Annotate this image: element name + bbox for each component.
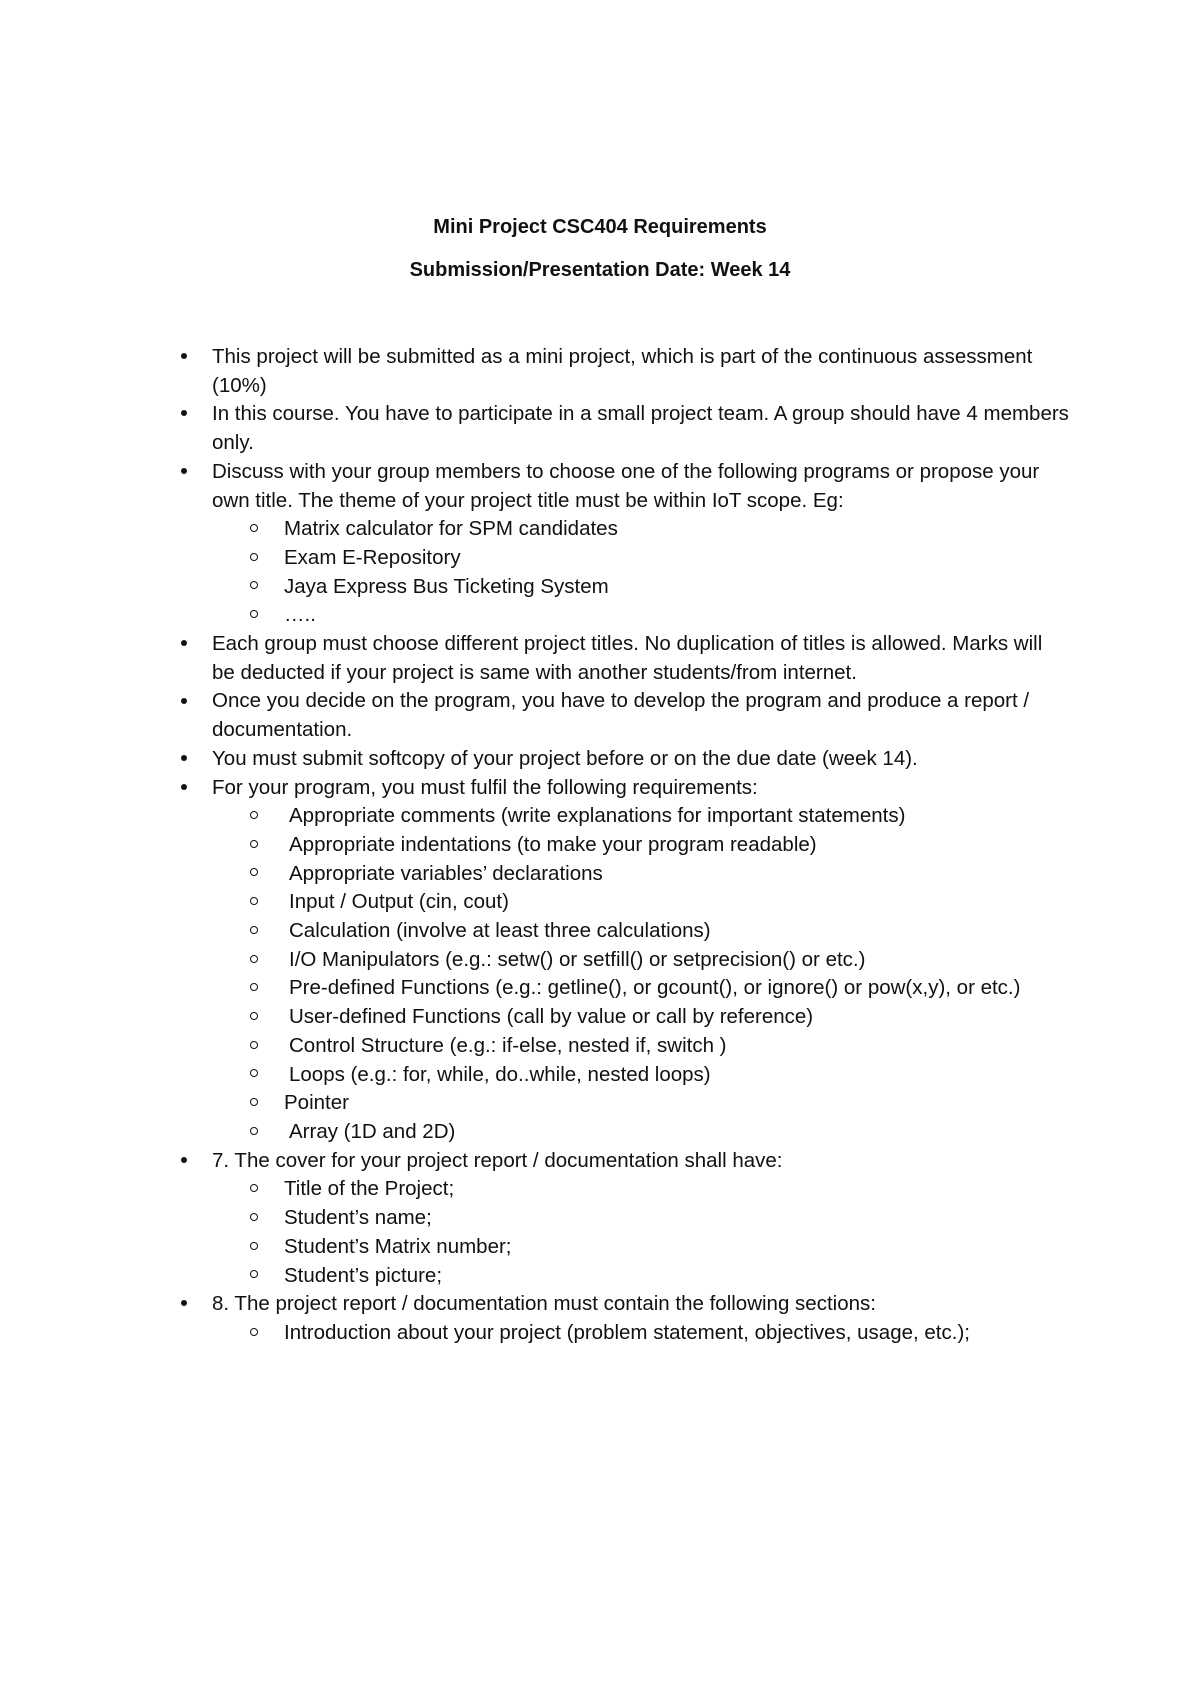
sub-list-item-text: Appropriate indentations (to make your program readable) xyxy=(289,832,817,856)
list-item-text: In this course. You have to participate in a small project team. A group should have 4 members only. xyxy=(212,402,1069,455)
list-item xyxy=(0,1147,1200,1176)
list-item xyxy=(0,630,1200,687)
sub-list-item-text: Matrix calculator for SPM candidates xyxy=(284,517,618,541)
sub-list-item-text: Calculation (involve at least three calculations) xyxy=(289,919,711,943)
sub-list-item xyxy=(0,515,1200,544)
sub-list-item xyxy=(0,573,1200,602)
circle-bullet-icon xyxy=(247,831,261,860)
sub-list-item xyxy=(0,601,1200,630)
circle-bullet-icon xyxy=(247,802,261,831)
circle-bullet-icon xyxy=(247,1175,261,1204)
sub-list-item-text: Student’s Matrix number; xyxy=(284,1234,512,1258)
sub-list-item xyxy=(0,1089,1200,1118)
circle-bullet-icon xyxy=(247,1118,261,1147)
bullet-icon xyxy=(177,343,191,372)
sub-list-item-text: Title of the Project; xyxy=(284,1177,455,1201)
list-item xyxy=(0,343,1200,400)
sub-list-item xyxy=(0,1061,1200,1090)
list-item-text: Once you decide on the program, you have to develop the program and produce a report / documentation. xyxy=(212,689,1030,742)
sub-list-item-text: Array (1D and 2D) xyxy=(289,1119,456,1143)
sub-list-item xyxy=(0,946,1200,975)
bullet-icon xyxy=(177,687,191,716)
bullet-icon xyxy=(177,630,191,659)
circle-bullet-icon xyxy=(247,1319,261,1348)
list-item-text: You must submit softcopy of your project before or on the due date (week 14). xyxy=(212,746,918,770)
list-item xyxy=(0,745,1200,774)
list-item-text: Discuss with your group members to choose one of the following programs or propose your own title. The theme of your project title must be within IoT scope. Eg: xyxy=(212,459,1040,512)
list-item-text: Each group must choose different project titles. No duplication of titles is allowed. Marks will be deducted if your project is same with another students/from internet. xyxy=(212,632,1043,684)
requirements-list xyxy=(0,343,1200,1348)
sub-list-item xyxy=(0,1233,1200,1262)
list-item-text: This project will be submitted as a mini project, which is part of the continuous assessment (10%) xyxy=(212,345,1033,397)
bullet-icon xyxy=(177,745,191,774)
circle-bullet-icon xyxy=(247,917,261,946)
sub-list-item xyxy=(0,917,1200,946)
list-item-text: 8. The project report / documentation must contain the following sections: xyxy=(212,1292,876,1316)
circle-bullet-icon xyxy=(247,860,261,889)
list-item xyxy=(0,1290,1200,1319)
sub-list-item-text: Appropriate comments (write explanations for important statements) xyxy=(289,804,906,828)
sub-list-item-text: Introduction about your project (problem statement, objectives, usage, etc.); xyxy=(284,1320,970,1344)
circle-bullet-icon xyxy=(247,946,261,975)
circle-bullet-icon xyxy=(247,1089,261,1118)
sub-list-item xyxy=(0,860,1200,889)
sub-list-item xyxy=(0,1319,1200,1348)
list-item xyxy=(0,458,1200,515)
circle-bullet-icon xyxy=(247,544,261,573)
document-title: Mini Project CSC404 Requirements xyxy=(433,216,767,238)
sub-list-item xyxy=(0,802,1200,831)
circle-bullet-icon xyxy=(247,1032,261,1061)
circle-bullet-icon xyxy=(247,1262,261,1291)
sub-list-item-text: Control Structure (e.g.: if-else, nested if, switch ) xyxy=(289,1033,727,1057)
bullet-icon xyxy=(177,774,191,803)
sub-list-item-text: Pre-defined Functions (e.g.: getline(), or gcount(), or ignore() or pow(x,y), or etc.) xyxy=(289,976,1021,1000)
circle-bullet-icon xyxy=(247,974,261,1003)
sub-list-item-text: Loops (e.g.: for, while, do..while, nested loops) xyxy=(289,1062,711,1086)
sub-list-item xyxy=(0,888,1200,917)
circle-bullet-icon xyxy=(247,888,261,917)
sub-list-item-text: Student’s picture; xyxy=(284,1263,443,1287)
circle-bullet-icon xyxy=(247,601,261,630)
sub-list-item-text: Student’s name; xyxy=(284,1206,432,1230)
sub-list-item-text: Input / Output (cin, cout) xyxy=(289,890,509,914)
sub-list-item xyxy=(0,1175,1200,1204)
circle-bullet-icon xyxy=(247,1204,261,1233)
document-subtitle: Submission/Presentation Date: Week 14 xyxy=(409,259,791,281)
circle-bullet-icon xyxy=(247,573,261,602)
bullet-icon xyxy=(177,400,191,429)
sub-list-item xyxy=(0,544,1200,573)
bullet-icon xyxy=(177,458,191,487)
sub-list-item xyxy=(0,1032,1200,1061)
sub-list-item-text: Jaya Express Bus Ticketing System xyxy=(284,574,609,598)
circle-bullet-icon xyxy=(247,1061,261,1090)
sub-list-item xyxy=(0,1204,1200,1233)
sub-list-item-text: ….. xyxy=(284,603,316,627)
sub-list-item-text: Exam E-Repository xyxy=(284,545,461,569)
sub-list-item xyxy=(0,974,1200,1003)
sub-list-item-text: User-defined Functions (call by value or call by reference) xyxy=(289,1005,814,1029)
sub-list-item xyxy=(0,1262,1200,1291)
sub-list-item-text: I/O Manipulators (e.g.: setw() or setfill() or setprecision() or etc.) xyxy=(289,947,866,971)
list-item xyxy=(0,687,1200,744)
list-item-text: 7. The cover for your project report / documentation shall have: xyxy=(212,1148,783,1172)
bullet-icon xyxy=(177,1290,191,1319)
circle-bullet-icon xyxy=(247,515,261,544)
sub-list-item xyxy=(0,1118,1200,1147)
sub-list-item xyxy=(0,1003,1200,1032)
sub-list-item-text: Pointer xyxy=(284,1091,349,1115)
bullet-icon xyxy=(177,1147,191,1176)
circle-bullet-icon xyxy=(247,1233,261,1262)
circle-bullet-icon xyxy=(247,1003,261,1032)
list-item xyxy=(0,400,1200,457)
list-item xyxy=(0,774,1200,803)
sub-list-item-text: Appropriate variables’ declarations xyxy=(289,861,603,885)
sub-list-item xyxy=(0,831,1200,860)
list-item-text: For your program, you must fulfil the following requirements: xyxy=(212,775,758,799)
